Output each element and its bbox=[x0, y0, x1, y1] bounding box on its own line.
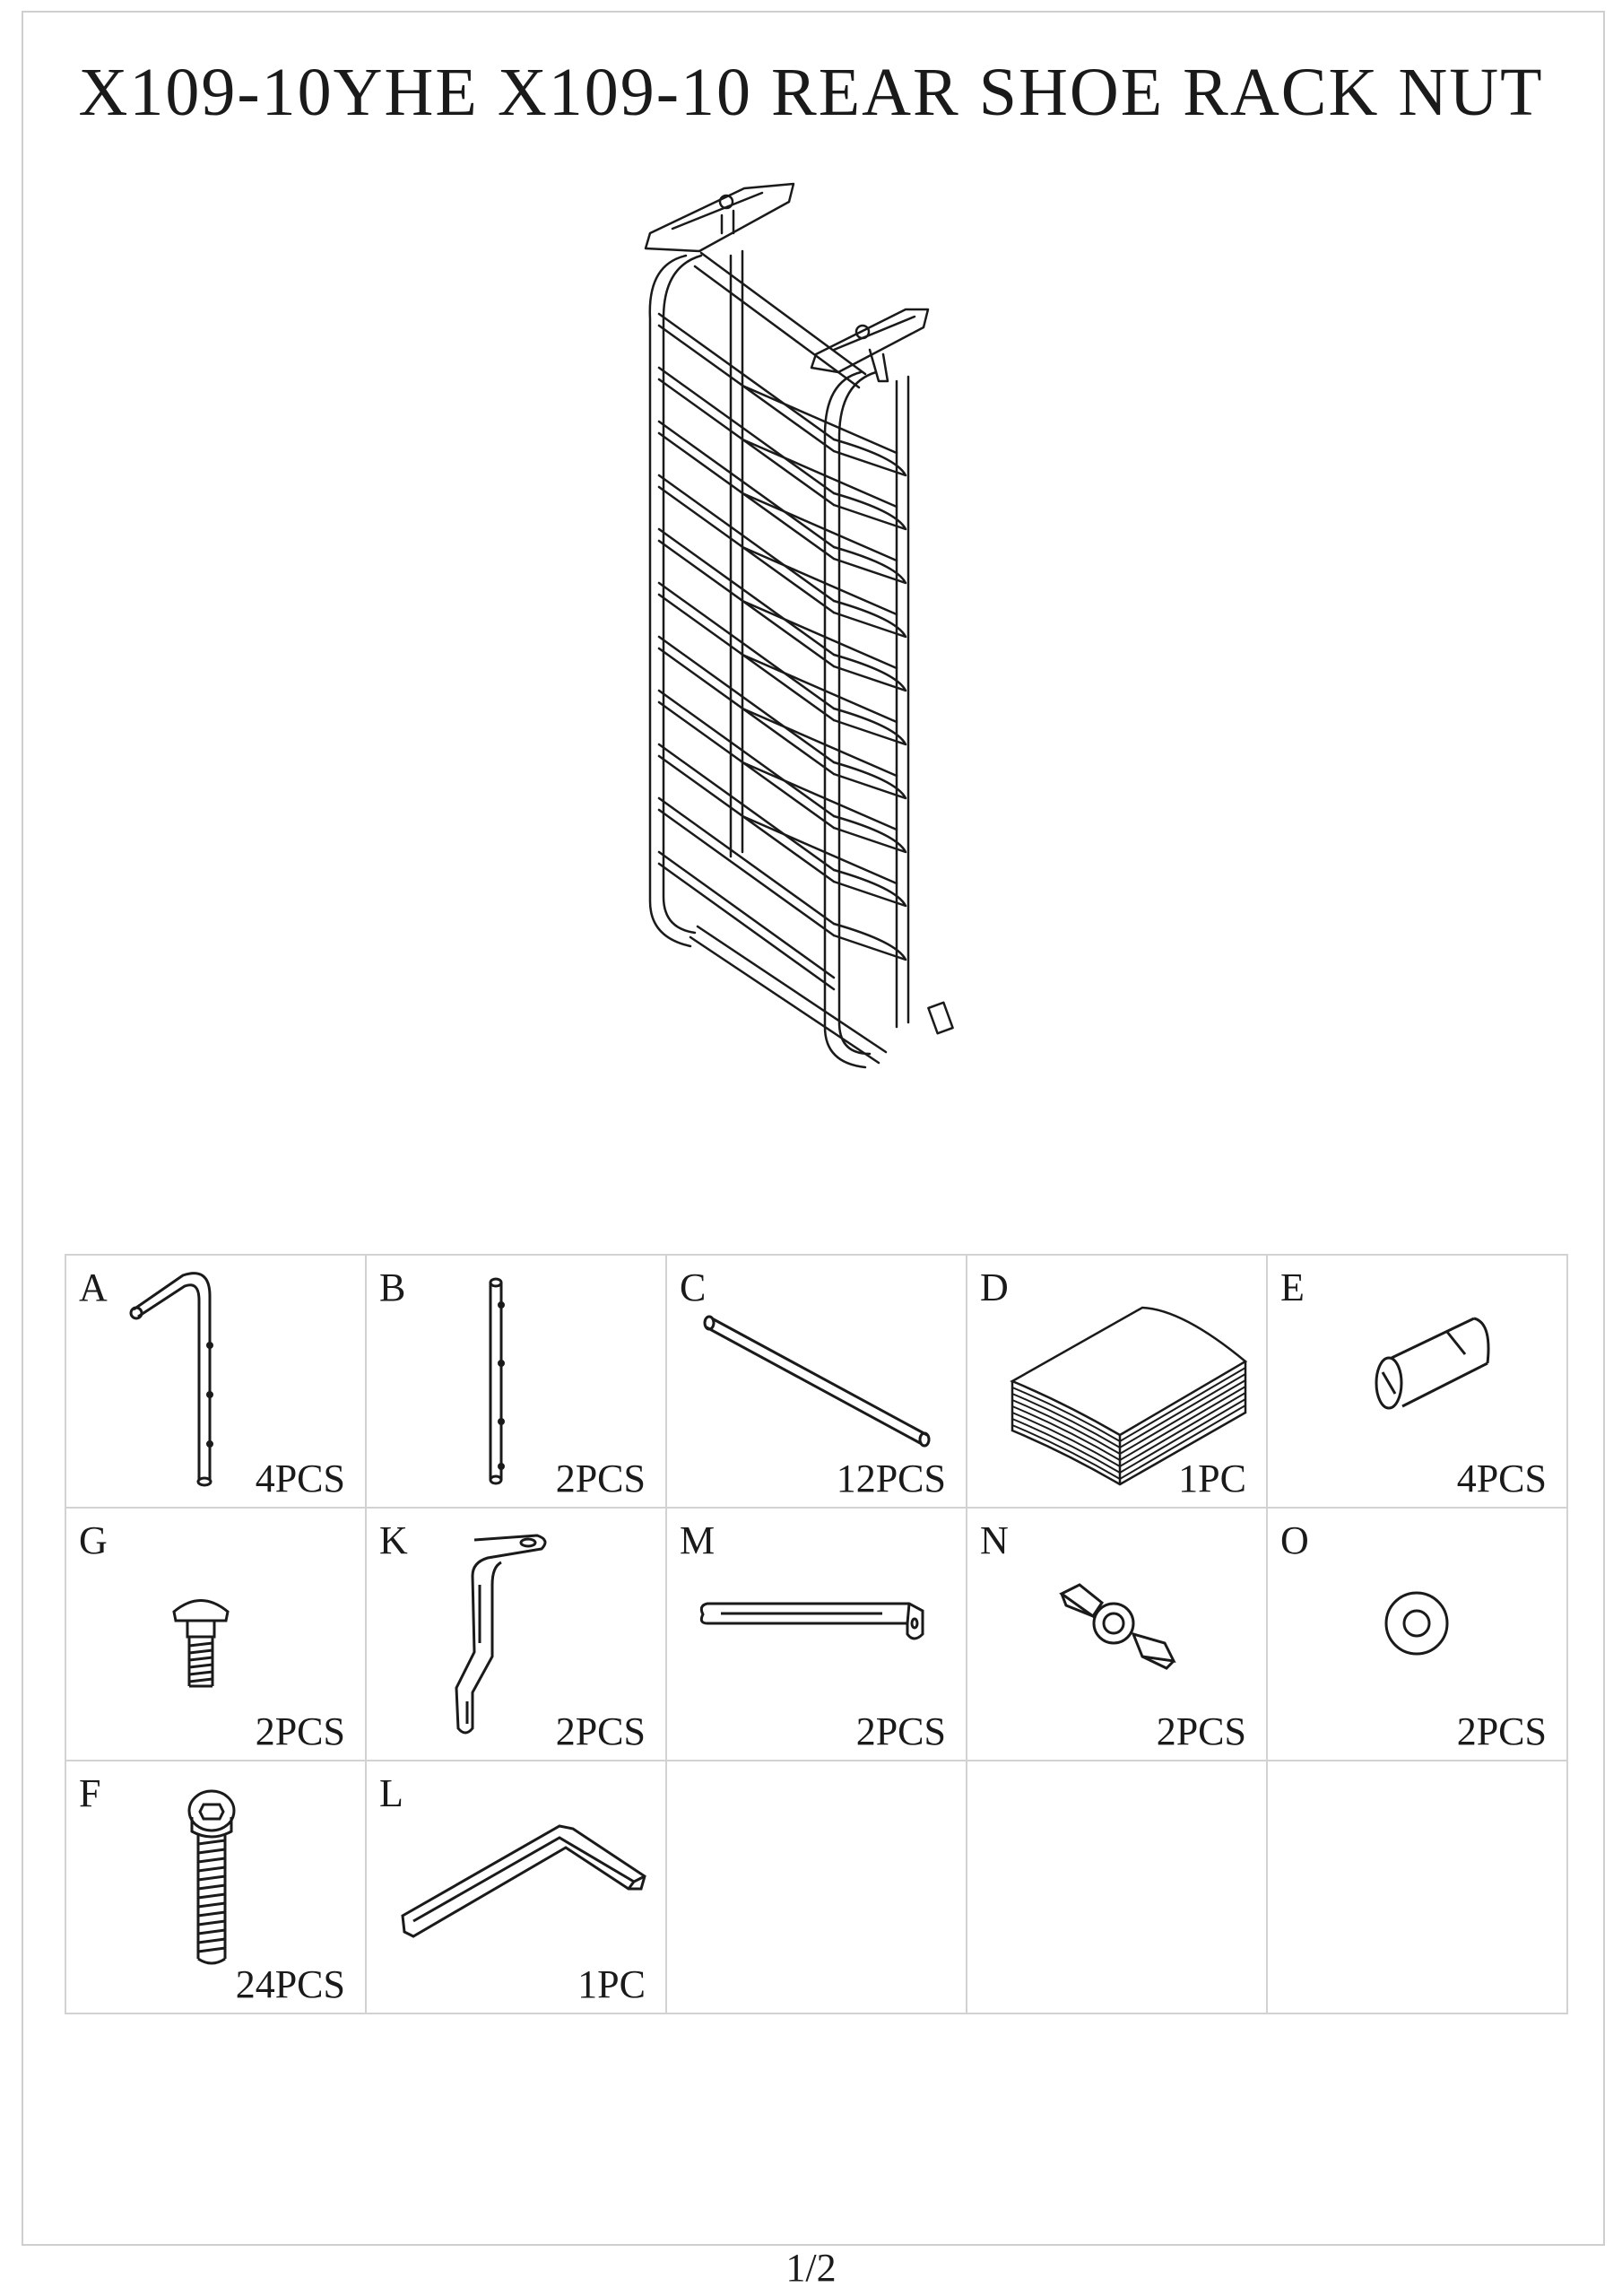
part-quantity: 1PC bbox=[577, 1962, 646, 2006]
part-cell-c bbox=[666, 1255, 967, 1508]
part-quantity: 4PCS bbox=[255, 1457, 345, 1500]
part-cell-n bbox=[967, 1508, 1267, 1761]
part-quantity: 4PCS bbox=[1456, 1457, 1547, 1500]
page-number: 1/2 bbox=[785, 2246, 837, 2290]
part-letter: D bbox=[980, 1265, 1009, 1309]
part-letter: L bbox=[379, 1771, 403, 1815]
parts-list-table bbox=[65, 1254, 1568, 2014]
assembled-shoe-rack-illustration bbox=[610, 166, 1040, 1081]
parts-row bbox=[65, 1761, 1567, 2013]
part-quantity: 24PCS bbox=[235, 1962, 345, 2006]
part-quantity: 2PCS bbox=[255, 1709, 345, 1753]
part-cell-g bbox=[65, 1508, 366, 1761]
part-cell-f bbox=[65, 1761, 366, 2013]
empty-cell bbox=[666, 1761, 967, 2013]
part-cell-b bbox=[366, 1255, 666, 1508]
part-quantity: 2PCS bbox=[555, 1457, 646, 1500]
part-cell-k bbox=[366, 1508, 666, 1761]
part-letter: O bbox=[1280, 1518, 1309, 1562]
part-letter: A bbox=[79, 1265, 108, 1309]
part-cell-e bbox=[1267, 1255, 1567, 1508]
part-quantity: 1PC bbox=[1178, 1457, 1246, 1500]
parts-row bbox=[65, 1508, 1567, 1761]
part-cell-o bbox=[1267, 1508, 1567, 1761]
part-quantity: 2PCS bbox=[1156, 1709, 1246, 1753]
part-letter: E bbox=[1280, 1265, 1305, 1309]
part-letter: F bbox=[79, 1771, 101, 1815]
page-title: X109-10YHE X109-10 REAR SHOE RACK NUT bbox=[78, 55, 1544, 130]
part-letter: M bbox=[680, 1518, 716, 1562]
parts-row bbox=[65, 1255, 1567, 1508]
part-cell-a bbox=[65, 1255, 366, 1508]
part-quantity: 2PCS bbox=[555, 1709, 646, 1753]
empty-cell bbox=[1267, 1761, 1567, 2013]
part-cell-l bbox=[366, 1761, 666, 2013]
part-letter: B bbox=[379, 1265, 406, 1309]
part-cell-d bbox=[967, 1255, 1267, 1508]
part-letter: C bbox=[680, 1265, 707, 1309]
part-quantity: 2PCS bbox=[855, 1709, 946, 1753]
part-quantity: 12PCS bbox=[836, 1457, 946, 1500]
part-cell-m bbox=[666, 1508, 967, 1761]
part-quantity: 2PCS bbox=[1456, 1709, 1547, 1753]
part-letter: N bbox=[980, 1518, 1009, 1562]
part-letter: G bbox=[79, 1518, 108, 1562]
part-letter: K bbox=[379, 1518, 408, 1562]
empty-cell bbox=[967, 1761, 1267, 2013]
